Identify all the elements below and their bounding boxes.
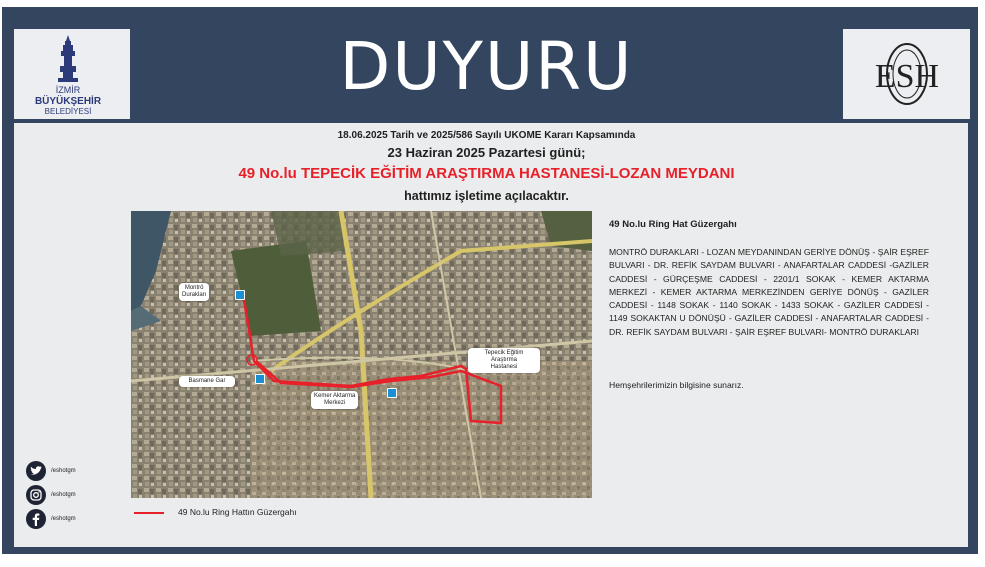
logo-line3: BELEDİYESİ (44, 107, 92, 116)
eshot-logo (843, 29, 970, 119)
social-twitter[interactable] (26, 461, 76, 481)
route-map (131, 211, 592, 498)
twitter-handle: /eshotgm (51, 468, 76, 474)
bus-stop-icon (255, 374, 265, 384)
logo-line2: BÜYÜKŞEHİR (34, 96, 102, 107)
bus-stop-icon (235, 290, 245, 300)
start-date: 23 Haziran 2025 Pazartesi günü; (387, 145, 586, 160)
instagram-handle: /eshotgm (51, 492, 76, 498)
route-description: MONTRÖ DURAKLARI - LOZAN MEYDANINDAN GERİYE DÖNÜŞ - ŞAİR EŞREF BULVARI - DR. REFİK SAYDAM BULVARI - ANAFARTALAR CADDESİ -GAZİLER CADDESİ - GÜRÇEŞME CADDESİ - 2201/1 SOKAK - KEMER AKTARMA MERKEZİ - KEMER AKTARMA MERKEZİNDEN GERİYE DÖNÜŞ - GAZİLER CADDESİ - 1148 SOKAK - 1140 SOKAK - 1433 SOKAK - GAZİLER CADDESİ - 1149 SOKAKTAN U DÖNÜŞÜ - GAZİLER CADDESİ - ANAFARTALAR CADDESİ - DR. REFİK SAYDAM BULVARI - ŞAİR EŞREF BULVARI- MONTRÖ DURAKLARI (609, 247, 929, 337)
legend-swatch (134, 512, 164, 514)
label-tepecik: Tepecik Eğitim Araştırma Hastanesi (468, 348, 540, 373)
izmir-buyuksehir-logo (14, 29, 130, 119)
logo-line1: İZMİR (55, 85, 81, 95)
eshot-monogram: ESH (874, 58, 940, 95)
twitter-icon (26, 461, 46, 481)
instagram-icon (26, 485, 46, 505)
label-kemer: Kemer Aktarma Merkezi (311, 391, 358, 409)
clock-tower-icon (14, 29, 130, 119)
opening-statement: hattımız işletime açılacaktır. (404, 189, 569, 203)
page-title: DUYURU (339, 28, 634, 105)
eshot-emblem-icon (843, 29, 970, 119)
label-montro: Montrö Durakları (179, 283, 209, 301)
facebook-handle: /eshotgm (51, 516, 76, 522)
route-name: 49 No.lu TEPECİK EĞİTİM ARAŞTIRMA HASTANESİ-LOZAN MEYDANI (238, 165, 735, 182)
social-instagram[interactable] (26, 485, 76, 505)
social-facebook[interactable] (26, 509, 76, 529)
decision-reference: 18.06.2025 Tarih ve 2025/586 Sayılı UKOME Kararı Kapsamında (337, 130, 636, 141)
bus-stop-icon (387, 388, 397, 398)
closing-notice: Hemşehrilerimizin bilgisine sunarız. (609, 380, 744, 390)
label-basmane: Basmane Gar (179, 376, 235, 387)
route-heading: 49 No.lu Ring Hat Güzergahı (609, 219, 737, 230)
legend-label: 49 No.lu Ring Hattın Güzergahı (178, 507, 297, 517)
facebook-icon (26, 509, 46, 529)
